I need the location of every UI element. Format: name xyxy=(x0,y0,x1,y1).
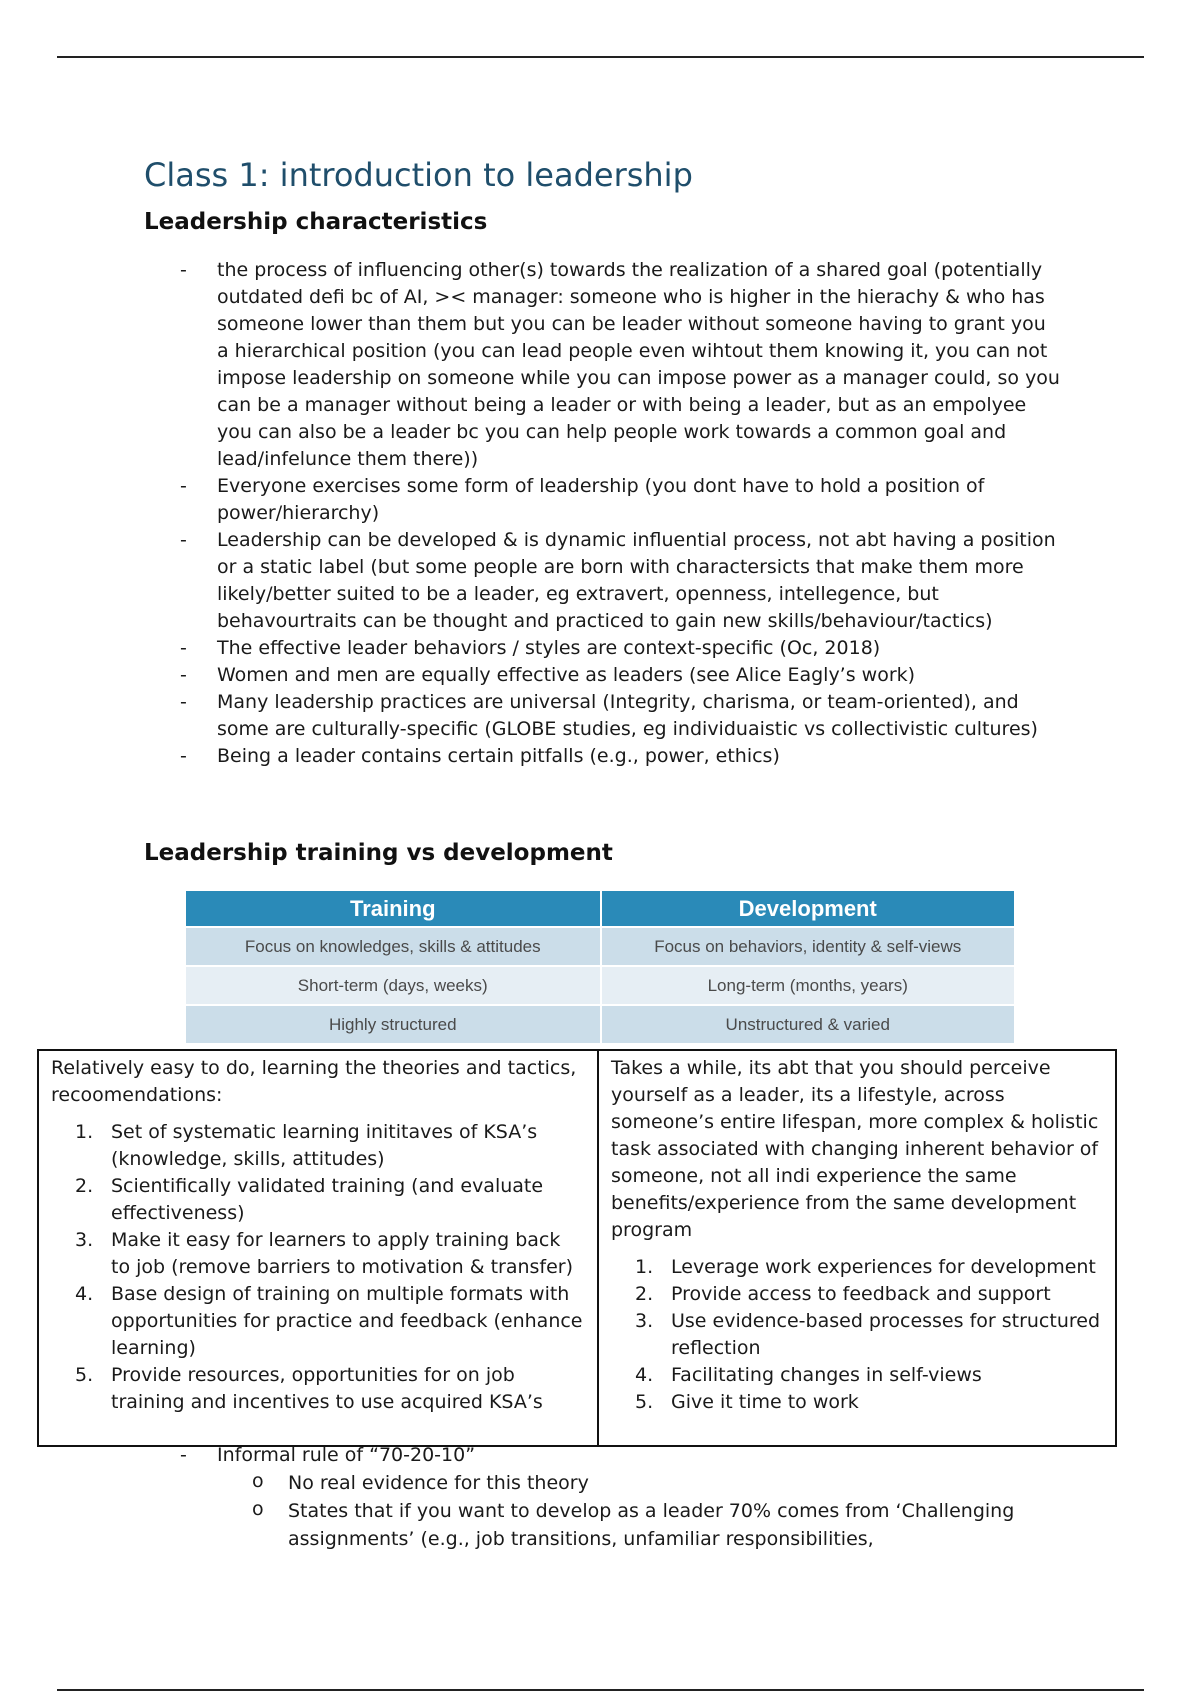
development-steps-list xyxy=(611,1254,1103,1416)
list-number: 1. xyxy=(75,1121,94,1143)
list-number: 1. xyxy=(635,1256,654,1278)
list-item xyxy=(611,1362,1103,1389)
list-number: 2. xyxy=(635,1283,654,1305)
circle-bullet-icon: o xyxy=(252,1498,264,1520)
rule-list xyxy=(180,1441,1060,1553)
table-cell: Focus on behaviors, identity & self-views xyxy=(601,927,1016,966)
page-title: Class 1: introduction to leadership xyxy=(144,156,693,194)
list-number: 4. xyxy=(75,1283,94,1305)
training-intro: Relatively easy to do, learning the theories and tactics, recoomendations: xyxy=(51,1057,577,1106)
sub-list-text: No real evidence for this theory xyxy=(288,1472,589,1494)
table-row xyxy=(186,1005,1015,1043)
development-notes-box xyxy=(597,1049,1117,1447)
rule-sub-list xyxy=(217,1469,1060,1553)
list-text: Leverage work experiences for development xyxy=(671,1256,1096,1278)
page-bottom-rule xyxy=(57,1689,1144,1691)
table-cell: Focus on knowledges, skills & attitudes xyxy=(186,927,601,966)
sub-list-text: States that if you want to develop as a leader 70% comes from ‘Challenging assignments’ (e.g., job transitions, unfamiliar responsibilities, xyxy=(288,1500,1015,1550)
section-heading-characteristics: Leadership characteristics xyxy=(144,209,488,235)
list-text: Provide resources, opportunities for on job training and incentives to use acquired KSA’s xyxy=(111,1364,543,1413)
table-row xyxy=(186,966,1015,1005)
table-cell: Highly structured xyxy=(186,1005,601,1043)
list-text: Give it time to work xyxy=(671,1391,859,1413)
table-row xyxy=(186,927,1015,966)
list-item: - Many leadership practices are universal (Integrity, charisma, or team-oriented), and some are culturally-specific (GLOBE studies, eg individuaistic vs collectivistic cultures) xyxy=(180,689,1060,743)
list-item: - Everyone exercises some form of leadership (you dont have to hold a position of power/hierarchy) xyxy=(180,473,1060,527)
training-development-table xyxy=(186,891,1016,1043)
list-item xyxy=(180,1441,1060,1553)
rule-bullet-text: Informal rule of “70-20-10” xyxy=(217,1444,476,1466)
circle-bullet-icon: o xyxy=(252,1470,264,1492)
table-header-row xyxy=(186,891,1015,927)
list-number: 2. xyxy=(75,1175,94,1197)
sub-list-item xyxy=(180,1469,1060,1497)
list-item xyxy=(51,1173,585,1227)
list-number: 3. xyxy=(635,1310,654,1332)
list-number: 5. xyxy=(75,1364,94,1386)
list-text: Use evidence-based processes for structured reflection xyxy=(671,1310,1101,1359)
list-item xyxy=(611,1254,1103,1281)
list-item xyxy=(611,1281,1103,1308)
list-item: - Being a leader contains certain pitfalls (e.g., power, ethics) xyxy=(180,743,1060,770)
list-text: Provide access to feedback and support xyxy=(671,1283,1051,1305)
list-text: Base design of training on multiple formats with opportunities for practice and feedback (enhance learning) xyxy=(111,1283,583,1359)
list-item: - Leadership can be developed & is dynamic influential process, not abt having a position or a static label (but some people are born with charactersicts that make them more likely/better suited to be a leader, eg extravert, openness, intellegence, but behavourtraits can be thought and practiced to gain new skills/behaviour/tactics) xyxy=(180,527,1060,635)
list-item xyxy=(51,1227,585,1281)
table-header-training: Training xyxy=(186,891,601,927)
list-item: - the process of influencing other(s) towards the realization of a shared goal (potentially outdated defi bc of AI, >< manager: someone who is higher in the hierachy & who has someone lower than them but you can be leader without someone having to grant you a hierarchical position (you can lead people even wihtout them knowing it, you can not impose leadership on someone while you can impose power as a manager could, so you can be a manager without being a leader or with being a leader, but as an empolyee you can also be a leader bc you can help people work towards a common goal and lead/infelunce them there)) xyxy=(180,257,1060,473)
list-text: Scientifically validated training (and evaluate effectiveness) xyxy=(111,1175,544,1224)
list-item xyxy=(51,1362,585,1416)
table-cell: Long-term (months, years) xyxy=(601,966,1016,1005)
list-item xyxy=(611,1389,1103,1416)
training-steps-list xyxy=(51,1119,585,1416)
list-item: - Women and men are equally effective as leaders (see Alice Eagly’s work) xyxy=(180,662,1060,689)
list-item xyxy=(51,1281,585,1362)
list-text: Set of systematic learning inititaves of KSA’s (knowledge, skills, attitudes) xyxy=(111,1121,538,1170)
development-intro: Takes a while, its abt that you should perceive yourself as a leader, its a lifestyle, across someone’s entire lifespan, more complex & holistic task associated with changing inherent behavior of someone, not all indi experience the same benefits/experience from the same development program xyxy=(611,1057,1099,1241)
list-number: 4. xyxy=(635,1364,654,1386)
list-item xyxy=(611,1308,1103,1362)
training-notes-box xyxy=(37,1049,599,1447)
table-header-development: Development xyxy=(601,891,1016,927)
characteristics-list xyxy=(180,257,1060,770)
list-item xyxy=(51,1119,585,1173)
table-cell: Short-term (days, weeks) xyxy=(186,966,601,1005)
list-number: 5. xyxy=(635,1391,654,1413)
sub-list-item xyxy=(180,1497,1060,1553)
list-text: Make it easy for learners to apply training back to job (remove barriers to motivation & transfer) xyxy=(111,1229,574,1278)
list-item: - The effective leader behaviors / styles are context-specific (Oc, 2018) xyxy=(180,635,1060,662)
table-cell: Unstructured & varied xyxy=(601,1005,1016,1043)
list-text: Facilitating changes in self-views xyxy=(671,1364,982,1386)
page-top-rule xyxy=(57,56,1144,58)
section-heading-training-vs-development: Leadership training vs development xyxy=(144,840,613,866)
list-number: 3. xyxy=(75,1229,94,1251)
